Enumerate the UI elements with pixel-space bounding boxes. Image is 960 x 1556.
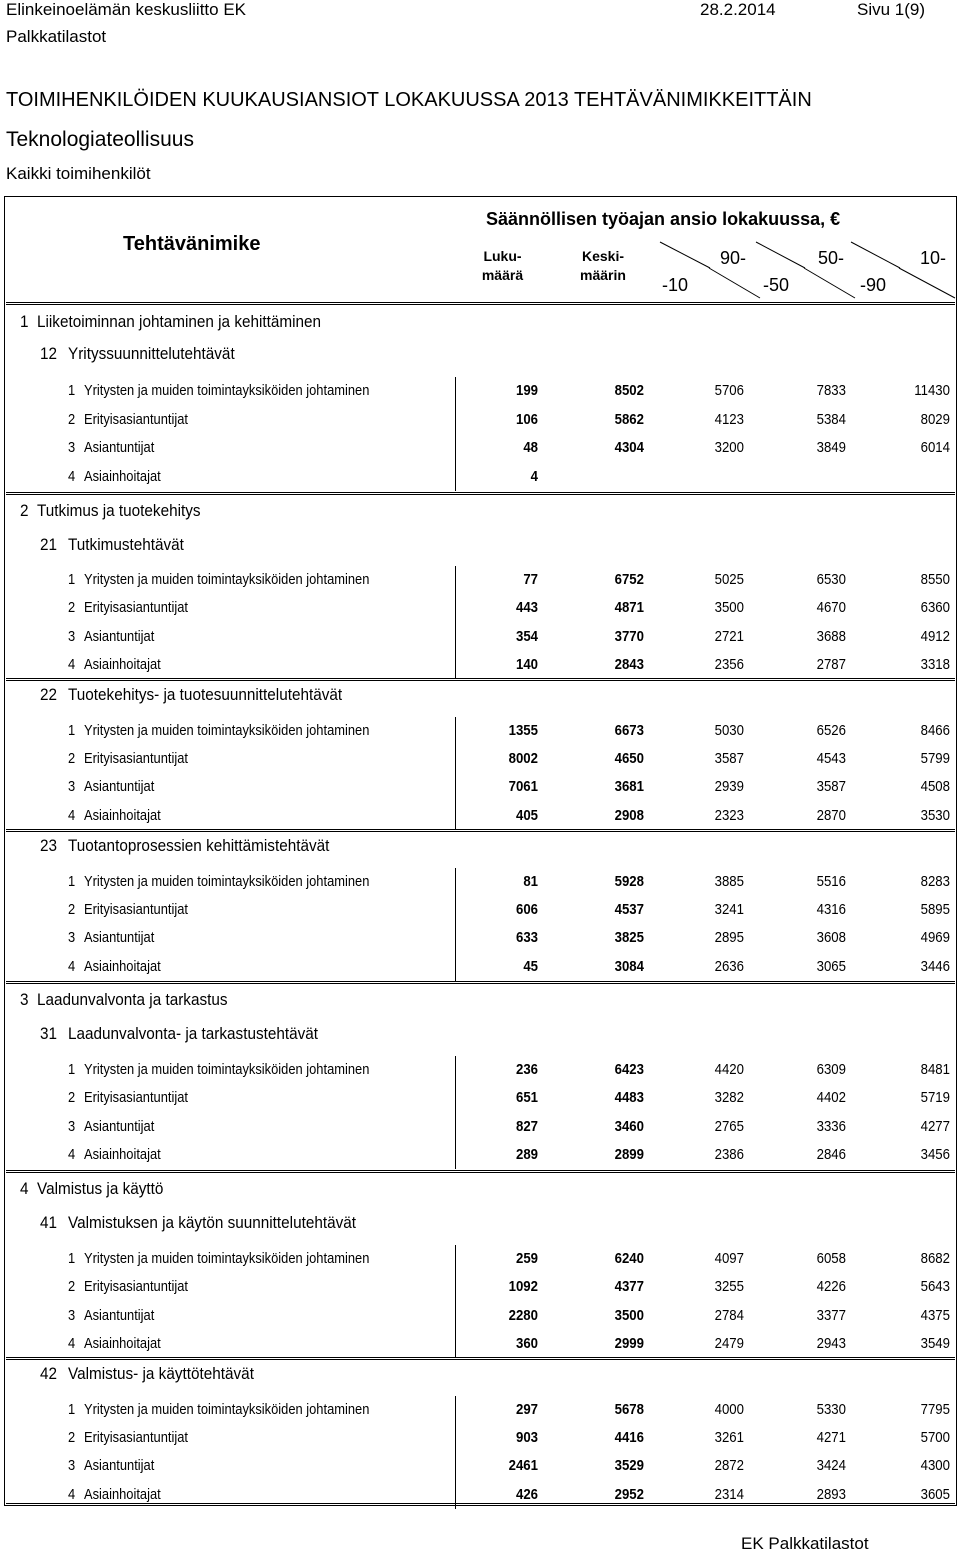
block-separator [455, 717, 456, 830]
block-separator [455, 868, 456, 981]
decile-1-value: 2323 [714, 807, 744, 824]
subsection-separator [6, 1357, 955, 1360]
decile-9-value: 8029 [920, 411, 950, 428]
count-value: 259 [515, 1250, 538, 1267]
subcategory-number: 31 [40, 1024, 58, 1043]
job-title: Erityisasiantuntijat [84, 750, 188, 767]
job-title: Yritysten ja muiden toimintayksiköiden johtaminen [84, 571, 370, 588]
job-title: Asiainhoitajat [84, 656, 161, 673]
block-separator [455, 1056, 456, 1169]
subcategory-title: Valmistuksen ja käytön suunnittelutehtävät [68, 1213, 357, 1232]
decile-9-value: 5719 [920, 1089, 950, 1106]
category-title: Tutkimus ja tuotekehitys [37, 501, 201, 520]
decile-9-value: 8682 [920, 1250, 950, 1267]
median-value: 4316 [816, 901, 846, 918]
section-separator [6, 492, 955, 495]
subcategory-number: 12 [40, 344, 58, 363]
p10-header: -10 [662, 275, 689, 295]
decile-9-value: 5799 [920, 750, 950, 767]
mean-value: 3770 [614, 628, 644, 645]
count-value: 48 [523, 439, 538, 456]
job-title: Asiantuntijat [84, 929, 155, 946]
decile-1-value: 3587 [714, 750, 744, 767]
report-title: TOIMIHENKILÖIDEN KUUKAUSIANSIOT LOKAKUUSSA 2013 TEHTÄVÄNIMIKKEITTÄIN [6, 89, 812, 111]
count-value: 405 [515, 807, 538, 824]
subcategory-number: 21 [40, 535, 58, 554]
decile-9-value: 3318 [920, 656, 950, 673]
median-value: 6530 [816, 571, 846, 588]
decile-1-value: 4123 [714, 411, 744, 428]
job-level-number: 2 [68, 1089, 76, 1106]
count-value: 360 [515, 1335, 538, 1352]
median-value: 4226 [816, 1278, 846, 1295]
mean-value: 4650 [614, 750, 644, 767]
job-title: Asiantuntijat [84, 628, 155, 645]
mean-value: 5678 [614, 1401, 644, 1418]
decile-1-value: 2479 [714, 1335, 744, 1352]
job-title: Erityisasiantuntijat [84, 901, 188, 918]
p50-header: -50 [763, 275, 790, 295]
mean-value: 6673 [614, 722, 644, 739]
decile-9-value: 7795 [920, 1401, 950, 1418]
job-level-number: 1 [68, 1401, 76, 1418]
decile-1-value: 3200 [714, 439, 744, 456]
count-value: 289 [515, 1146, 538, 1163]
decile-1-value: 3241 [714, 901, 744, 918]
job-level-number: 1 [68, 1250, 76, 1267]
job-level-number: 3 [68, 1118, 76, 1135]
decile-1-value: 4097 [714, 1250, 744, 1267]
job-level-number: 3 [68, 1457, 76, 1474]
category-number: 3 [20, 990, 29, 1009]
mean-value: 3529 [614, 1457, 644, 1474]
median-value: 3424 [816, 1457, 846, 1474]
mean-value: 2952 [614, 1486, 644, 1503]
job-title: Asiantuntijat [84, 439, 155, 456]
decile-1-value: 2386 [714, 1146, 744, 1163]
job-title: Asiainhoitajat [84, 468, 161, 485]
job-level-number: 4 [68, 958, 76, 975]
decile-1-value: 4000 [714, 1401, 744, 1418]
category-number: 1 [20, 312, 29, 331]
decile-9-value: 8481 [920, 1061, 950, 1078]
job-title: Asiainhoitajat [84, 1146, 161, 1163]
median-value: 6309 [816, 1061, 846, 1078]
median-value: 5384 [816, 411, 846, 428]
count-value: 236 [515, 1061, 538, 1078]
median-value: 3065 [816, 958, 846, 975]
section-separator [6, 1170, 955, 1173]
mean-header-1: Keski- [581, 248, 625, 264]
decile-1-value: 5025 [714, 571, 744, 588]
decile-9-value: 8466 [920, 722, 950, 739]
decile-1-value: 2721 [714, 628, 744, 645]
mean-value: 5928 [614, 873, 644, 890]
subcategory-number: 41 [40, 1213, 58, 1232]
category-title: Liiketoiminnan johtaminen ja kehittäminen [37, 312, 322, 331]
mean-value: 6423 [614, 1061, 644, 1078]
decile-9-value: 4375 [920, 1307, 950, 1324]
median-value: 3377 [816, 1307, 846, 1324]
decile-9-value: 3446 [920, 958, 950, 975]
mean-value: 4871 [614, 599, 644, 616]
department-name: Palkkatilastot [6, 27, 107, 46]
salary-span-title: Säännöllisen työajan ansio lokakuussa, € [486, 209, 841, 229]
mean-value: 2999 [614, 1335, 644, 1352]
mean-value: 6752 [614, 571, 644, 588]
median-value: 7833 [816, 382, 846, 399]
decile-1-value: 3282 [714, 1089, 744, 1106]
job-level-number: 2 [68, 599, 76, 616]
job-level-number: 3 [68, 1307, 76, 1324]
p50-header-top: 50- [818, 248, 845, 268]
employee-group: Kaikki toimihenkilöt [6, 164, 151, 183]
job-level-number: 4 [68, 1335, 76, 1352]
subsection-separator [6, 678, 955, 681]
job-level-number: 3 [68, 929, 76, 946]
job-title: Yritysten ja muiden toimintayksiköiden johtaminen [84, 1401, 370, 1418]
median-value: 2846 [816, 1146, 846, 1163]
job-title: Asiainhoitajat [84, 1335, 161, 1352]
job-title: Yritysten ja muiden toimintayksiköiden johtaminen [84, 382, 370, 399]
median-value: 5330 [816, 1401, 846, 1418]
block-separator [455, 1245, 456, 1358]
decile-9-value: 5895 [920, 901, 950, 918]
decile-1-value: 3255 [714, 1278, 744, 1295]
mean-value: 2843 [614, 656, 644, 673]
job-title: Yritysten ja muiden toimintayksiköiden johtaminen [84, 873, 370, 890]
job-level-number: 2 [68, 1278, 76, 1295]
decile-9-value: 4300 [920, 1457, 950, 1474]
mean-value: 4483 [614, 1089, 644, 1106]
median-value: 6526 [816, 722, 846, 739]
job-title: Erityisasiantuntijat [84, 1429, 188, 1446]
decile-1-value: 3885 [714, 873, 744, 890]
job-title: Erityisasiantuntijat [84, 1278, 188, 1295]
decile-9-value: 4912 [920, 628, 950, 645]
job-level-number: 2 [68, 901, 76, 918]
median-value: 2787 [816, 656, 846, 673]
block-separator [455, 566, 456, 679]
decile-9-value: 4508 [920, 778, 950, 795]
decile-1-value: 3500 [714, 599, 744, 616]
category-number: 2 [20, 501, 29, 520]
block-separator [455, 1396, 456, 1509]
decile-9-value: 3530 [920, 807, 950, 824]
job-level-number: 4 [68, 1146, 76, 1163]
count-value: 827 [515, 1118, 538, 1135]
decile-9-value: 4969 [920, 929, 950, 946]
decile-1-value: 2314 [714, 1486, 744, 1503]
median-value: 4271 [816, 1429, 846, 1446]
decile-9-value: 5700 [920, 1429, 950, 1446]
decile-9-value: 4277 [920, 1118, 950, 1135]
mean-value: 8502 [614, 382, 644, 399]
median-value: 3608 [816, 929, 846, 946]
median-value: 6058 [816, 1250, 846, 1267]
decile-9-value: 3605 [920, 1486, 950, 1503]
mean-value: 2899 [614, 1146, 644, 1163]
job-level-number: 3 [68, 628, 76, 645]
job-level-number: 4 [68, 1486, 76, 1503]
median-value: 3849 [816, 439, 846, 456]
job-title: Erityisasiantuntijat [84, 599, 188, 616]
subcategory-title: Laadunvalvonta- ja tarkastustehtävät [68, 1024, 319, 1043]
mean-value: 3460 [614, 1118, 644, 1135]
subcategory-number: 23 [40, 836, 58, 855]
decile-1-value: 2895 [714, 929, 744, 946]
section-separator [6, 981, 955, 984]
mean-value: 3084 [614, 958, 644, 975]
decile-1-value: 4420 [714, 1061, 744, 1078]
count-value: 606 [515, 901, 538, 918]
job-title: Erityisasiantuntijat [84, 411, 188, 428]
job-level-number: 2 [68, 1429, 76, 1446]
job-title: Asiainhoitajat [84, 958, 161, 975]
job-level-number: 1 [68, 1061, 76, 1078]
mean-value: 6240 [614, 1250, 644, 1267]
industry-name: Teknologiateollisuus [6, 128, 194, 151]
count-value: 4 [530, 468, 538, 485]
decile-9-value: 8550 [920, 571, 950, 588]
job-title: Yritysten ja muiden toimintayksiköiden johtaminen [84, 1250, 370, 1267]
header-separator [6, 302, 955, 305]
job-title: Asiantuntijat [84, 778, 155, 795]
subcategory-title: Tuotantoprosessien kehittämistehtävät [68, 836, 330, 855]
category-title: Valmistus ja käyttö [37, 1179, 164, 1198]
job-title: Asiantuntijat [84, 1118, 155, 1135]
median-value: 3587 [816, 778, 846, 795]
decile-9-value: 8283 [920, 873, 950, 890]
count-value: 354 [515, 628, 538, 645]
count-value: 426 [515, 1486, 538, 1503]
count-value: 45 [523, 958, 538, 975]
count-value: 651 [515, 1089, 538, 1106]
category-title: Laadunvalvonta ja tarkastus [37, 990, 228, 1009]
job-level-number: 3 [68, 778, 76, 795]
decile-9-value: 3549 [920, 1335, 950, 1352]
mean-value: 5862 [614, 411, 644, 428]
median-value: 4543 [816, 750, 846, 767]
job-title: Yritysten ja muiden toimintayksiköiden johtaminen [84, 722, 370, 739]
job-title: Asiantuntijat [84, 1307, 155, 1324]
median-value: 3688 [816, 628, 846, 645]
category-number: 4 [20, 1179, 29, 1198]
mean-value: 4537 [614, 901, 644, 918]
subsection-separator [6, 829, 955, 832]
page-number: Sivu 1(9) [857, 0, 926, 19]
count-value: 1092 [508, 1278, 538, 1295]
decile-1-value: 2784 [714, 1307, 744, 1324]
median-value: 3336 [816, 1118, 846, 1135]
job-level-number: 1 [68, 382, 76, 399]
median-value: 2893 [816, 1486, 846, 1503]
subcategory-title: Valmistus- ja käyttötehtävät [68, 1364, 254, 1383]
job-title: Asiainhoitajat [84, 807, 161, 824]
median-value: 5516 [816, 873, 846, 890]
count-value: 2461 [508, 1457, 538, 1474]
subcategory-title: Tuotekehitys- ja tuotesuunnittelutehtävät [68, 685, 343, 704]
decile-1-value: 5706 [714, 382, 744, 399]
subcategory-title: Tutkimustehtävät [68, 535, 184, 554]
column-title: Tehtävänimike [123, 233, 261, 255]
count-value: 297 [515, 1401, 538, 1418]
decile-1-value: 2356 [714, 656, 744, 673]
mean-value: 4377 [614, 1278, 644, 1295]
job-level-number: 1 [68, 873, 76, 890]
decile-9-value: 11430 [914, 382, 950, 399]
job-level-number: 4 [68, 807, 76, 824]
count-value: 8002 [508, 750, 538, 767]
job-title: Yritysten ja muiden toimintayksiköiden johtaminen [84, 1061, 370, 1078]
decile-1-value: 2636 [714, 958, 744, 975]
count-value: 903 [515, 1429, 538, 1446]
p90-header: -90 [860, 275, 887, 295]
block-separator [455, 377, 456, 491]
job-level-number: 1 [68, 571, 76, 588]
decile-1-value: 2939 [714, 778, 744, 795]
mean-value: 4304 [614, 439, 644, 456]
p10-top-header: 10- [920, 248, 947, 268]
decile-9-value: 3456 [920, 1146, 950, 1163]
count-header-2: määrä [481, 267, 524, 283]
count-value: 2280 [508, 1307, 538, 1324]
job-level-number: 3 [68, 439, 76, 456]
decile-9-value: 6360 [920, 599, 950, 616]
decile-9-value: 6014 [920, 439, 950, 456]
mean-value: 3500 [614, 1307, 644, 1324]
count-value: 1355 [508, 722, 538, 739]
count-header-1: Luku- [483, 248, 522, 264]
p90-header-top: 90- [720, 248, 747, 268]
organization-name: Elinkeinoelämän keskusliitto EK [6, 0, 247, 19]
mean-value: 3681 [614, 778, 644, 795]
job-level-number: 2 [68, 750, 76, 767]
count-value: 106 [515, 411, 538, 428]
count-value: 7061 [508, 778, 538, 795]
job-title: Asiainhoitajat [84, 1486, 161, 1503]
mean-header-2: määrin [580, 267, 626, 283]
decile-1-value: 5030 [714, 722, 744, 739]
median-value: 2943 [816, 1335, 846, 1352]
median-value: 4402 [816, 1089, 846, 1106]
table-bottom-line [6, 1503, 955, 1506]
job-title: Erityisasiantuntijat [84, 1089, 188, 1106]
count-value: 199 [515, 382, 538, 399]
count-value: 140 [515, 656, 538, 673]
median-value: 2870 [816, 807, 846, 824]
decile-1-value: 2765 [714, 1118, 744, 1135]
decile-9-value: 5643 [920, 1278, 950, 1295]
job-level-number: 1 [68, 722, 76, 739]
decile-1-value: 3261 [714, 1429, 744, 1446]
count-value: 77 [523, 571, 538, 588]
subcategory-number: 22 [40, 685, 58, 704]
footer-label: EK Palkkatilastot [741, 1534, 869, 1553]
decile-1-value: 2872 [714, 1457, 744, 1474]
count-value: 633 [515, 929, 538, 946]
subcategory-title: Yrityssuunnittelutehtävät [68, 344, 235, 363]
mean-value: 3825 [614, 929, 644, 946]
mean-value: 4416 [614, 1429, 644, 1446]
job-level-number: 4 [68, 468, 76, 485]
report-date: 28.2.2014 [700, 0, 776, 19]
median-value: 4670 [816, 599, 846, 616]
job-level-number: 2 [68, 411, 76, 428]
mean-value: 2908 [614, 807, 644, 824]
job-title: Asiantuntijat [84, 1457, 155, 1474]
subcategory-number: 42 [40, 1364, 58, 1383]
job-level-number: 4 [68, 656, 76, 673]
count-value: 443 [515, 599, 538, 616]
count-value: 81 [523, 873, 538, 890]
